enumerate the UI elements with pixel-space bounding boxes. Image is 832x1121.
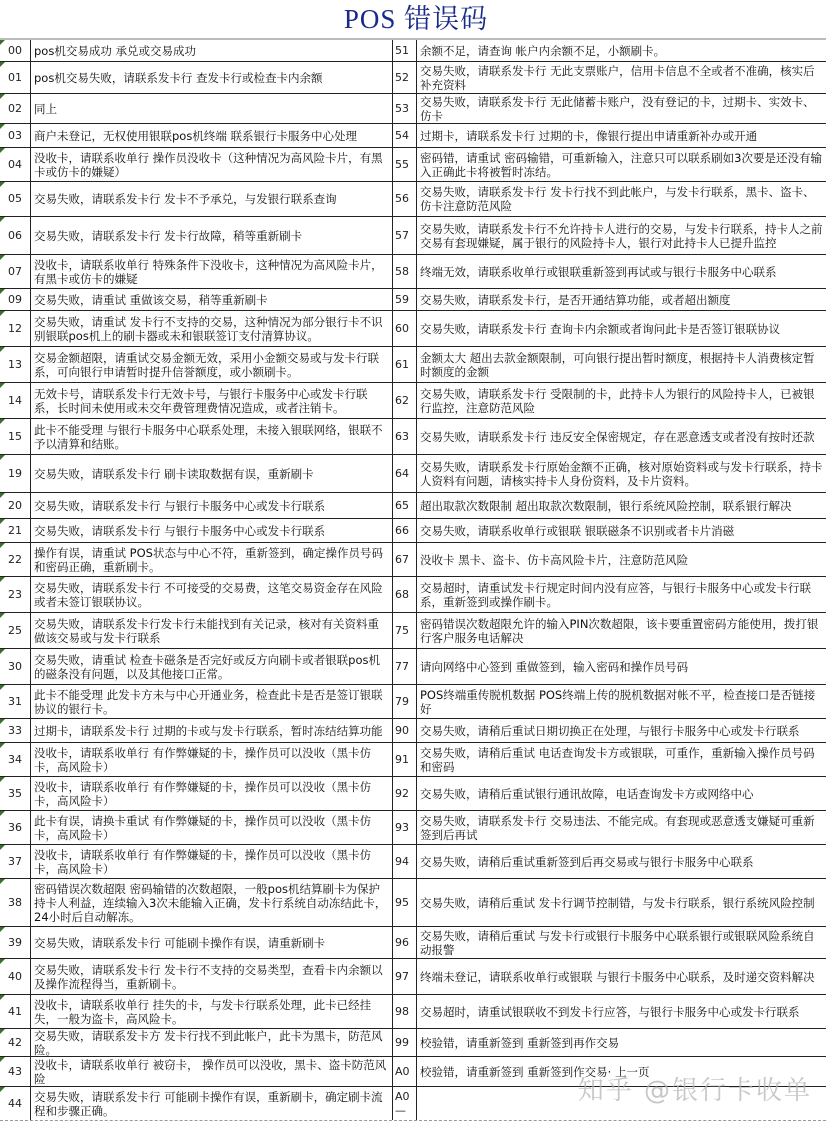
error-description: 交易失败，请联系发卡行原始金额不正确，核对原始资料或与发卡行联系，持卡人资料有问题，请核实持卡人身份资料，及卡片资料。 bbox=[416, 455, 826, 492]
error-code: 59 bbox=[395, 292, 409, 306]
error-description: 交易超时，请重试发卡行规定时间内没有应答，与银行卡服务中心或发卡行联系，重新签到或操作刷卡。 bbox=[416, 577, 826, 612]
error-code: 04 bbox=[0, 148, 30, 181]
error-description: 此卡有误，请换卡重试 有作弊嫌疑的卡，操作员可以没收（黑卡仿卡，高风险卡） bbox=[30, 811, 393, 844]
error-description: 交易失败，请联系发卡行发卡行未能找到有关记录，核对有关资料重做该交易或与发卡行联系 bbox=[30, 613, 393, 648]
error-code: 00 bbox=[0, 40, 30, 61]
error-code: 98 bbox=[395, 1004, 409, 1018]
table-row bbox=[0, 94, 826, 124]
error-code: 31 bbox=[0, 685, 30, 718]
error-code: 43 bbox=[0, 1057, 30, 1086]
error-description: 校验错，请重新签到 重新签到作交易· 上一页 bbox=[416, 1057, 826, 1086]
error-code: 68 bbox=[395, 587, 409, 601]
error-code: 63 bbox=[395, 429, 409, 443]
error-description: 交易失败，请联系发卡行 无此储蓄卡账户，没有登记的卡，过期卡、实效卡、仿卡 bbox=[416, 94, 826, 123]
error-description: 余额不足，请查询 帐户内余额不足，小额刷卡。 bbox=[416, 40, 826, 61]
error-description: 交易失败，请稍后重试日期切换正在处理，与银行卡服务中心或发卡行联系 bbox=[416, 719, 826, 742]
error-code: 19 bbox=[0, 455, 30, 492]
error-description: 没收卡，请联系收单行 挂失的卡，与发卡行联系处理，此卡已经挂失，一般为盗卡，高风险卡。 bbox=[30, 995, 393, 1028]
error-description: 交易失败，请稍后重试 与发卡行或银行卡服务中心联系银行或银联风险系统自动报警 bbox=[416, 927, 826, 958]
error-description: 交易失败，请重试 检查卡磁条是否完好或反方向刷卡或者银联pos机的磁条没有问题，以及其他接口正常。 bbox=[30, 649, 393, 684]
table-row bbox=[0, 347, 826, 383]
error-description: 操作有误，请重试 POS状态与中心不符，重新签到，确定操作员号码和密码正确，重新刷卡。 bbox=[30, 543, 393, 576]
error-code: 94 bbox=[395, 854, 409, 868]
error-description: 交易失败，请联系发卡行，是否开通结算功能，或者超出额度 bbox=[416, 289, 826, 310]
error-description: 没收卡，请联系收单行 有作弊嫌疑的卡，操作员可以没收（黑卡仿卡，高风险卡） bbox=[30, 743, 393, 776]
error-description: 无效卡号，请联系发卡行无效卡号，与银行卡服务中心或发卡行联系，长时间未使用或未交年费管理费情况造成，或者注销卡。 bbox=[30, 383, 393, 418]
error-code: 42 bbox=[0, 1029, 30, 1056]
watermark: 知乎 @银行卡收单 bbox=[577, 1076, 812, 1106]
error-description: 交易失败，请稍后重试 发卡行调节控制错，与发卡行联系，银行系统风险控制 bbox=[416, 879, 826, 926]
error-code: 02 bbox=[0, 94, 30, 123]
error-description: 交易失败，请稍后重试 电话查询发卡方或银联，可重作，重新输入操作员号码和密码 bbox=[416, 743, 826, 776]
error-code: 62 bbox=[395, 393, 409, 407]
table-row bbox=[0, 148, 826, 182]
error-code: 34 bbox=[0, 743, 30, 776]
error-code: 12 bbox=[0, 311, 30, 346]
table-row bbox=[0, 383, 826, 419]
error-description: 交易失败，请重试 重做该交易，稍等重新刷卡 bbox=[30, 289, 393, 310]
table-row bbox=[0, 719, 826, 743]
error-description: 终端未登记，请联系收单行或银联 与银行卡服务中心联系，及时递交资料解决 bbox=[416, 959, 826, 994]
error-code: 15 bbox=[0, 419, 30, 454]
error-code: 37 bbox=[0, 845, 30, 878]
error-code: 41 bbox=[0, 995, 30, 1028]
error-code: 52 bbox=[395, 70, 409, 84]
error-code: 90 bbox=[395, 723, 409, 737]
table-row bbox=[0, 40, 826, 62]
error-code: 91 bbox=[395, 752, 409, 766]
table-row bbox=[0, 124, 826, 148]
error-description: 校验错，请重新签到 重新签到再作交易 bbox=[416, 1029, 826, 1056]
error-description: 此卡不能受理 与银行卡服务中心联系处理，未接入银联网络，银联不予以清算和结账。 bbox=[30, 419, 393, 454]
error-code: 20 bbox=[0, 493, 30, 518]
error-code: 23 bbox=[0, 577, 30, 612]
error-code: 75 bbox=[395, 623, 409, 637]
error-description: 密码错误次数超限 密码输错的次数超限，一般pos机结算刷卡为保护持卡人利益，连续输入3次未能输入正确，发卡行系统自动冻结此卡，24小时后自动解冻。 bbox=[30, 879, 393, 926]
error-description: 交易失败，请联系发卡行 查询卡内余额或者询问此卡是否签订银联协议 bbox=[416, 311, 826, 346]
error-code: 09 bbox=[0, 289, 30, 310]
error-description: 没收卡，请联系收单行 操作员没收卡（这种情况为高风险卡片，有黑卡或仿卡的嫌疑） bbox=[30, 148, 393, 181]
error-code: 53 bbox=[395, 101, 409, 115]
error-description: 交易失败，请联系发卡行 发卡行找不到此帐户，与发卡行联系，黑卡、盗卡、仿卡注意防范风险 bbox=[416, 182, 826, 216]
error-code: 55 bbox=[395, 157, 409, 171]
table-row bbox=[0, 995, 826, 1029]
error-description: 交易失败，请联系发卡行 发卡行故障，稍等重新刷卡 bbox=[30, 217, 393, 254]
error-description: 交易失败，请联系发卡行 刷卡读取数据有误，重新刷卡 bbox=[30, 455, 393, 492]
table-row bbox=[0, 455, 826, 493]
error-description: 没收卡，请联系收单行 特殊条件下没收卡，这种情况为高风险卡片，有黑卡或仿卡的嫌疑 bbox=[30, 255, 393, 288]
error-description: 过期卡，请联系发卡行 过期的卡，像银行提出申请重新补办或开通 bbox=[416, 124, 826, 147]
table-row bbox=[0, 577, 826, 613]
error-code: 79 bbox=[395, 694, 409, 708]
error-code: 36 bbox=[0, 811, 30, 844]
error-description: 交易失败，请联系发卡行 无此支票账户，信用卡信息不全或者不准确，核实后补充资料 bbox=[416, 62, 826, 93]
error-description: pos机交易成功 承兑或交易成功 bbox=[30, 40, 393, 61]
error-description: 同上 bbox=[30, 94, 393, 123]
error-description: 交易失败，请联系发卡行 不可接受的交易费，这笔交易资金存在风险或者未签订银联协议。 bbox=[30, 577, 393, 612]
error-description: 交易失败，请联系发卡行 违反安全保密规定，存在恶意透支或者没有按时还款 bbox=[416, 419, 826, 454]
error-description: 超出取款次数限制 超出取款次数限制，银行系统风险控制，联系银行解决 bbox=[416, 493, 826, 518]
table-row bbox=[0, 543, 826, 577]
table-row bbox=[0, 217, 826, 255]
error-code: 61 bbox=[395, 357, 409, 371]
error-description: 密码错误次数超限允许的输入PIN次数超限，该卡要重置密码方能使用，拨打银行客户服务电话解决 bbox=[416, 613, 826, 648]
error-description: 交易失败，请稍后重试银行通讯故障，电话查询发卡方或网络中心 bbox=[416, 777, 826, 810]
error-description: 交易失败，请重试 发卡行不支持的交易，这种情况为部分银行卡不识别银联pos机上的刷卡器或未和银联签订支付清算协议。 bbox=[30, 311, 393, 346]
error-description: 交易失败，请联系发卡行 交易违法、不能完成。有套现或恶意透支嫌疑可重新签到后再试 bbox=[416, 811, 826, 844]
error-description: 交易失败，请联系发卡行 发卡不予承兑，与发银行联系查询 bbox=[30, 182, 393, 216]
table-row bbox=[0, 649, 826, 685]
error-code: 99 bbox=[395, 1035, 409, 1049]
table-row bbox=[0, 743, 826, 777]
error-code: 05 bbox=[0, 182, 30, 216]
error-code: 39 bbox=[0, 927, 30, 958]
page-title: POS 错误码 bbox=[343, 4, 489, 34]
error-description: 交易失败，请联系收单行或银联 银联磁条不识别或者卡片消磁 bbox=[416, 519, 826, 542]
error-code: 13 bbox=[0, 347, 30, 382]
error-code: 67 bbox=[395, 552, 409, 566]
error-code: 01 bbox=[0, 62, 30, 93]
error-code: 54 bbox=[395, 128, 409, 142]
table-row bbox=[0, 1029, 826, 1057]
error-description: 交易失败，请联系发卡行不允许持卡人进行的交易，与发卡行联系，持卡人之前交易有套现嫌疑，属于银行的风险持卡人，银行对此持卡人已提升监控 bbox=[416, 217, 826, 254]
error-code: A0 bbox=[395, 1064, 410, 1078]
error-code: 93 bbox=[395, 820, 409, 834]
error-code: 44 bbox=[0, 1087, 30, 1120]
error-code: 65 bbox=[395, 498, 409, 512]
error-code: A0 — bbox=[395, 1089, 410, 1117]
error-code: 58 bbox=[395, 264, 409, 278]
table-row bbox=[0, 182, 826, 217]
error-code: 35 bbox=[0, 777, 30, 810]
error-description: 交易失败，请联系发卡行 发卡行不支持的交易类型，查看卡内余额以及操作流程得当，重新刷卡。 bbox=[30, 959, 393, 994]
error-description: 金额太大 超出去款金额限制，可向银行提出暂时额度，根据持卡人消费核定暂时额度的金额 bbox=[416, 347, 826, 382]
error-code: 03 bbox=[0, 124, 30, 147]
error-code: 92 bbox=[395, 786, 409, 800]
error-description: 交易金额超限，请重试交易金额无效，采用小金额交易或与发卡行联系，可向银行申请暂时提升信誉额度，或小额刷卡。 bbox=[30, 347, 393, 382]
error-description: 没收卡，请联系收单行 有作弊嫌疑的卡，操作员可以没收（黑卡仿卡，高风险卡） bbox=[30, 777, 393, 810]
error-code: 77 bbox=[395, 659, 409, 673]
table-row bbox=[0, 493, 826, 519]
error-code: 21 bbox=[0, 519, 30, 542]
table-row bbox=[0, 519, 826, 543]
error-code: 66 bbox=[395, 523, 409, 537]
error-code: 95 bbox=[395, 895, 409, 909]
error-code: 57 bbox=[395, 228, 409, 242]
table-row bbox=[0, 289, 826, 311]
table-row bbox=[0, 959, 826, 995]
table-row bbox=[0, 685, 826, 719]
error-code: 56 bbox=[395, 192, 409, 205]
error-code: 97 bbox=[395, 969, 409, 983]
error-description: 终端无效，请联系收单行或银联重新签到再试或与银行卡服务中心联系 bbox=[416, 255, 826, 288]
error-code: 07 bbox=[0, 255, 30, 288]
error-description: 没收卡 黑卡、盗卡、仿卡高风险卡片，注意防范风险 bbox=[416, 543, 826, 576]
error-description: 交易失败，请联系发卡行 与银行卡服务中心或发卡行联系 bbox=[30, 493, 393, 518]
error-code: 64 bbox=[395, 466, 409, 480]
table-row bbox=[0, 613, 826, 649]
error-description: 商户未登记，无权使用银联pos机终端 联系银行卡服务中心处理 bbox=[30, 124, 393, 147]
error-description: 此卡不能受理 此发卡方未与中心开通业务，检查此卡是否是签订银联协议的银行卡。 bbox=[30, 685, 393, 718]
error-description: 请向网络中心签到 重做签到，输入密码和操作员号码 bbox=[416, 649, 826, 684]
table-row bbox=[0, 879, 826, 927]
error-description: pos机交易失败，请联系发卡行 查发卡行或检查卡内余额 bbox=[30, 62, 393, 93]
table-row bbox=[0, 811, 826, 845]
error-code: 38 bbox=[0, 879, 30, 926]
error-description: 交易失败，请联系发卡行 与银行卡服务中心或发卡行联系 bbox=[30, 519, 393, 542]
error-code: 22 bbox=[0, 543, 30, 576]
table-row bbox=[0, 419, 826, 455]
error-code: 60 bbox=[395, 321, 409, 335]
error-description: 没收卡，请联系收单行 有作弊嫌疑的卡，操作员可以没收（黑卡仿卡，高风险卡） bbox=[30, 845, 393, 878]
error-description: 过期卡，请联系发卡行 过期的卡或与发卡行联系，暂时冻结结算功能 bbox=[30, 719, 393, 742]
table-row bbox=[0, 255, 826, 289]
table-row bbox=[0, 777, 826, 811]
error-code: 51 bbox=[395, 43, 409, 57]
error-description: 交易失败，请稍后重试重新签到后再交易或与银行卡服务中心联系 bbox=[416, 845, 826, 878]
table-row bbox=[0, 845, 826, 879]
error-description: 交易失败，请联系发卡行 可能刷卡操作有误，重新刷卡，确定刷卡流程和步骤正确。 bbox=[30, 1087, 393, 1120]
error-code: 14 bbox=[0, 383, 30, 418]
error-description: 密码错，请重试 密码输错，可重新输入，注意只可以联系刷如3次要是还没有输入正确此卡将被暂时冻结。 bbox=[416, 148, 826, 181]
error-code: 25 bbox=[0, 613, 30, 648]
table-row bbox=[0, 62, 826, 94]
error-description: 交易超时，请重试银联收不到发卡行应答，与银行卡服务中心或发卡行联系 bbox=[416, 995, 826, 1028]
table-row bbox=[0, 927, 826, 959]
error-code: 06 bbox=[0, 217, 30, 254]
table-row bbox=[0, 311, 826, 347]
error-code: 96 bbox=[395, 935, 409, 949]
error-description: POS终端重传脱机数据 POS终端上传的脱机数据对帐不平，检查接口是否链接好 bbox=[416, 685, 826, 718]
error-code: 40 bbox=[0, 959, 30, 994]
error-code-table bbox=[0, 38, 826, 1121]
error-description: 交易失败，请联系发卡方 发卡行找不到此帐户，此卡为黑卡，防范风险。 bbox=[30, 1029, 393, 1056]
error-code: 30 bbox=[0, 649, 30, 684]
error-code: 33 bbox=[0, 719, 30, 742]
error-description: 交易失败，请联系发卡行 受限制的卡，此持卡人为银行的风险持卡人，已被银行监控，注意防范风险 bbox=[416, 383, 826, 418]
error-description: 交易失败，请联系发卡行 可能刷卡操作有误，请重新刷卡 bbox=[30, 927, 393, 958]
error-description: 没收卡，请联系收单行 被窃卡， 操作员可以没收，黑卡、盗卡防范风险 bbox=[30, 1057, 393, 1086]
